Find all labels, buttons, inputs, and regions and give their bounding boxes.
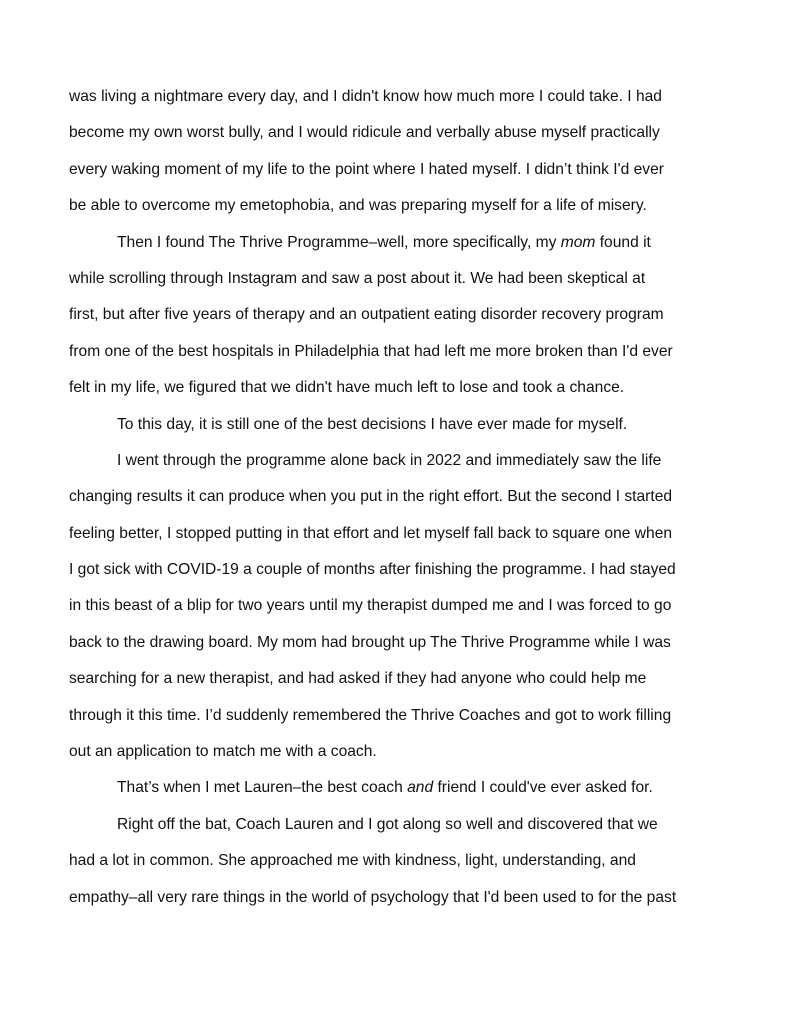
text-line: changing results it can produce when you put in the right effort. But the second I started [69,488,673,506]
text-line: first, but after five years of therapy and an outpatient eating disorder recovery program [69,306,664,324]
paragraph-start-line: Then I found The Thrive Programme–well, more specifically, my mom found it [117,233,651,251]
text-line: searching for a new therapist, and had asked if they had anyone who could help me [69,670,647,688]
text-line: out an application to match me with a coach. [69,743,377,761]
paragraph-start-line: That’s when I met Lauren–the best coach and friend I could've ever asked for. [117,779,653,797]
paragraph-start-line: I went through the programme alone back in 2022 and immediately saw the life [117,451,662,469]
paragraph-start-line: Right off the bat, Coach Lauren and I got along so well and discovered that we [117,815,658,833]
text-line: empathy–all very rare things in the world of psychology that I'd been used to for the past [69,888,677,906]
text-line: through it this time. I’d suddenly remembered the Thrive Coaches and got to work filling [69,706,672,724]
text-line: every waking moment of my life to the point where I hated myself. I didn’t think I'd ever [69,160,664,178]
text-line: from one of the best hospitals in Philadelphia that had left me more broken than I'd ever [69,342,673,360]
text-line: felt in my life, we figured that we didn't have much left to lose and took a chance. [69,379,625,397]
text-line: in this beast of a blip for two years until my therapist dumped me and I was forced to go [69,597,672,615]
paragraph-start-line: To this day, it is still one of the best decisions I have ever made for myself. [117,415,628,433]
text-line: while scrolling through Instagram and saw a post about it. We had been skeptical at [69,269,646,287]
text-line: feeling better, I stopped putting in that effort and let myself fall back to square one when [69,524,673,542]
text-line: I got sick with COVID-19 a couple of months after finishing the programme. I had stayed [69,561,676,579]
emphasis-text: and [407,779,434,797]
body-text [69,79,729,916]
text-line: was living a nightmare every day, and I didn't know how much more I could take. I had [69,88,662,105]
text-line: had a lot in common. She approached me with kindness, light, understanding, and [69,852,636,870]
text-line: back to the drawing board. My mom had brought up The Thrive Programme while I was [69,633,671,651]
emphasis-text: mom [560,233,596,251]
text-line: be able to overcome my emetophobia, and was preparing myself for a life of misery. [69,197,647,215]
text-line: become my own worst bully, and I would ridicule and verbally abuse myself practically [69,124,660,142]
